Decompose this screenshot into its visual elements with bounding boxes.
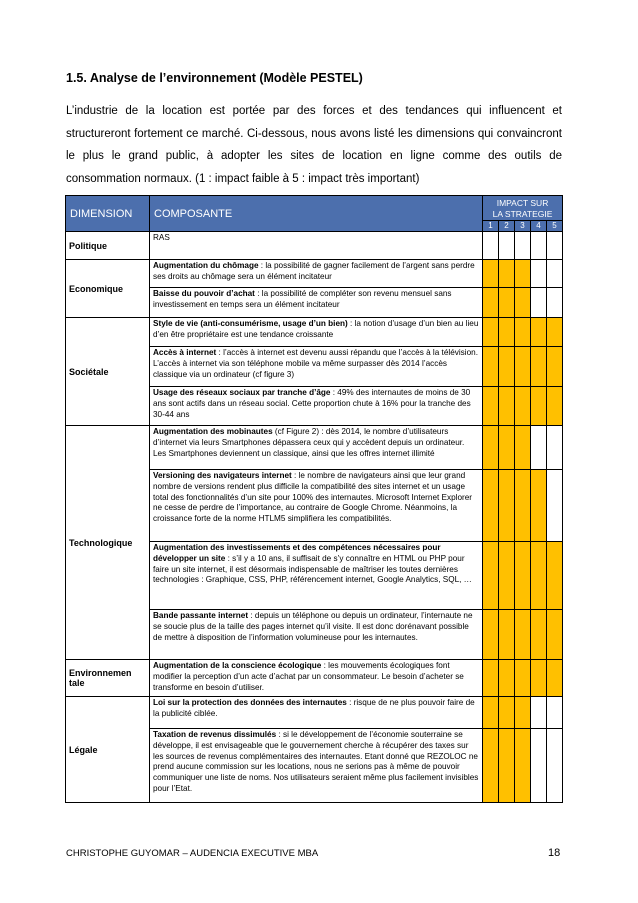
composante-cell [150,387,483,426]
dimension-cell: Economique [66,260,150,318]
composante-cell [150,260,483,288]
composante-text: : les mouvements écologiques font modifier la perception d’un acte d’achat par un consommateur. Le besoin d’acheter se transforme en besoin d’utiliser. [153,661,464,692]
impact-cell [547,260,563,288]
impact-cell [483,610,499,660]
composante-title: Usage des réseaux sociaux par tranche d’âge [153,388,331,397]
impact-header-line1: IMPACT SUR [496,198,549,208]
composante-title: Style de vie (anti-consumérisme, usage d’un bien) [153,319,348,328]
table-row [66,260,563,288]
impact-cell [547,610,563,660]
impact-cell [531,260,547,288]
impact-cell [499,318,515,347]
composante-cell [150,347,483,387]
impact-cell [531,387,547,426]
page-footer: CHRISTOPHE GUYOMAR – AUDENCIA EXECUTIVE MBA [66,848,319,859]
impact-cell [515,729,531,803]
impact-cell [483,660,499,697]
table-row [66,318,563,347]
impact-cell [515,232,531,260]
impact-cell [531,347,547,387]
scale-3: 3 [515,221,531,232]
composante-title: Augmentation des investissements et des compétences nécessaires pour développer un site [153,543,441,563]
composante-text: : la possibilité de compléter son revenu mensuel sans investissement en temps sera un élément incitateur [153,289,452,309]
composante-text: : la notion d’usage d’un bien au lieu d’en être propriétaire est une tendance croissante [153,319,479,339]
impact-cell [483,347,499,387]
composante-text: : s’il y a 10 ans, il suffisait de s’y connaître en HTML ou PHP pour faire un site internet, il est désormais indispensable de maîtriser les toutes dernières technologies : Graphique, CSS, PHP, référencement internet, Google Analytics, SQL, … [153,553,472,585]
impact-cell [547,387,563,426]
impact-cell [547,426,563,470]
scale-5: 5 [547,221,563,232]
impact-cell [547,347,563,387]
composante-title: Augmentation du chômage [153,261,259,270]
impact-cell [547,697,563,729]
impact-cell [499,387,515,426]
impact-cell [515,610,531,660]
scale-2: 2 [499,221,515,232]
dimension-cell: Technologique [66,426,150,660]
impact-cell [499,426,515,470]
impact-cell [499,260,515,288]
impact-cell [531,542,547,610]
impact-cell [499,288,515,318]
impact-cell [483,729,499,803]
scale-1: 1 [483,221,499,232]
impact-cell [499,470,515,542]
composante-text: : risque de ne plus pouvoir faire de la publicité ciblée. [153,698,475,718]
impact-cell [515,387,531,426]
impact-cell [531,697,547,729]
composante-title: Loi sur la protection des données des internautes [153,698,347,707]
impact-cell [499,729,515,803]
impact-cell [499,542,515,610]
impact-cell [531,318,547,347]
composante-title: Bande passante internet [153,611,249,620]
impact-cell [515,347,531,387]
impact-cell [515,260,531,288]
impact-cell [531,610,547,660]
impact-cell [483,387,499,426]
composante-text: : la possibilité de gagner facilement de l’argent sans perdre ses droits au chômage sera un élément incitateur [153,261,475,281]
impact-cell [515,426,531,470]
impact-cell [515,542,531,610]
page-number: 18 [548,847,561,859]
impact-cell [531,232,547,260]
impact-cell [547,288,563,318]
composante-text: : 49% des internautes de moins de 30 ans sont actifs dans un réseau social. Cette proportion chute à 16% pour la tranche des 30-44 ans [153,388,471,419]
impact-cell [499,660,515,697]
composante-cell [150,610,483,660]
impact-cell [483,697,499,729]
composante-title: Accès à internet [153,348,217,357]
impact-cell [515,288,531,318]
impact-cell [499,610,515,660]
impact-header-line2: LA STRATEGIE [492,209,553,219]
composante-title: Baisse du pouvoir d’achat [153,289,255,298]
table-row [66,697,563,729]
dimension-cell: Sociétale [66,318,150,426]
impact-cell [515,697,531,729]
table-row [66,232,563,260]
impact-cell [531,470,547,542]
section-heading: 1.5. Analyse de l’environnement (Modèle PESTEL) [66,71,363,85]
composante-title: Versioning des navigateurs internet [153,471,292,480]
intro-paragraph: L’industrie de la location est portée par des forces et des tendances qui influencent et structureront fortement ce marché. Ci-dessous, nous avons listé les dimensions qui convaincront le plus le grand public, à adopter les sites de location en ligne comme des outils de consommation normaux. (1 : impact faible à 5 : impact très important) [66,105,562,185]
impact-cell [499,697,515,729]
impact-cell [515,660,531,697]
composante-cell [150,729,483,803]
impact-cell [483,470,499,542]
composante-cell [150,318,483,347]
impact-cell [499,232,515,260]
impact-cell [483,318,499,347]
impact-cell [531,729,547,803]
impact-cell [547,318,563,347]
impact-cell [483,426,499,470]
impact-cell [547,232,563,260]
composante-text: : l’accès à internet est devenu aussi répandu que l’accès à la télévision. L’accès à internet via son téléphone mobile va même surpasser dès 2014 l’accès classique via un ordinateur (cf figure 3) [153,348,478,379]
composante-title: Augmentation des mobinautes [153,427,273,436]
table-row [66,426,563,470]
impact-cell [547,729,563,803]
composante-cell [150,288,483,318]
composante-text: : si le développement de l’économie souterraine se développe, il est envisageable que le gouvernement cherche à récupérer des taxes sur les sources de revenus complémentaires des internautes. Etant donné que REZOLOC ne prend aucune commission sur les locations, nous ne serions pas à même de pouvoir communiquer une liste de noms. Nos utilisateurs seraient même plus facilement invisibles pour l’Etat. [153,730,479,793]
dimension-cell: Politique [66,232,150,260]
impact-cell [547,660,563,697]
impact-cell [547,470,563,542]
impact-cell [515,318,531,347]
impact-cell [531,660,547,697]
composante-cell [150,660,483,697]
composante-title: Augmentation de la conscience écologique [153,661,322,670]
scale-4: 4 [531,221,547,232]
impact-cell [531,288,547,318]
impact-cell [515,470,531,542]
dimension-cell: Environnemen tale [66,660,150,697]
impact-cell [483,542,499,610]
column-header-composante: COMPOSANTE [150,196,483,232]
composante-text: (cf Figure 2) : dès 2014, le nombre d’utilisateurs d’internet via leurs Smartphones dépassera ceux qui y accèdent depuis un ordinateur. Les Smartphones deviennent un classique, ainsi que les offres internet illimité [153,427,465,458]
impact-cell [499,347,515,387]
dimension-cell: Légale [66,697,150,803]
composante-cell [150,470,483,542]
composante-title: Taxation de revenus dissimulés [153,730,277,739]
impact-cell [531,426,547,470]
composante-cell [150,542,483,610]
column-header-impact [483,196,563,221]
table-row [66,660,563,697]
composante-cell [150,697,483,729]
impact-cell [483,288,499,318]
composante-text: : le nombre de navigateurs ainsi que leur grand nombre de versions rendent plus difficile la compatibilité des sites internet et un usage total des fonctionnalités d’un site pour 100% des internautes. Microsoft Internet Explorer ne cesse de perdre de l’importance, au contraire de Google Chrome. Néanmoins, la croissance forte de la norme HTLM5 simplifiera les compatibilités. [153,471,473,524]
impact-cell [483,232,499,260]
composante-cell [150,426,483,470]
composante-cell [150,232,483,260]
impact-cell [483,260,499,288]
impact-cell [547,542,563,610]
pestel-table [65,195,563,803]
column-header-dimension: DIMENSION [66,196,150,232]
composante-text: RAS [153,233,170,242]
composante-text: : depuis un téléphone ou depuis un ordinateur, l’internaute ne se soucie plus de la taille des pages internet qu’il visite. Il est donc dorénavant possible de mettre à disposition de l’information volumineuse pour les internautes. [153,611,473,642]
